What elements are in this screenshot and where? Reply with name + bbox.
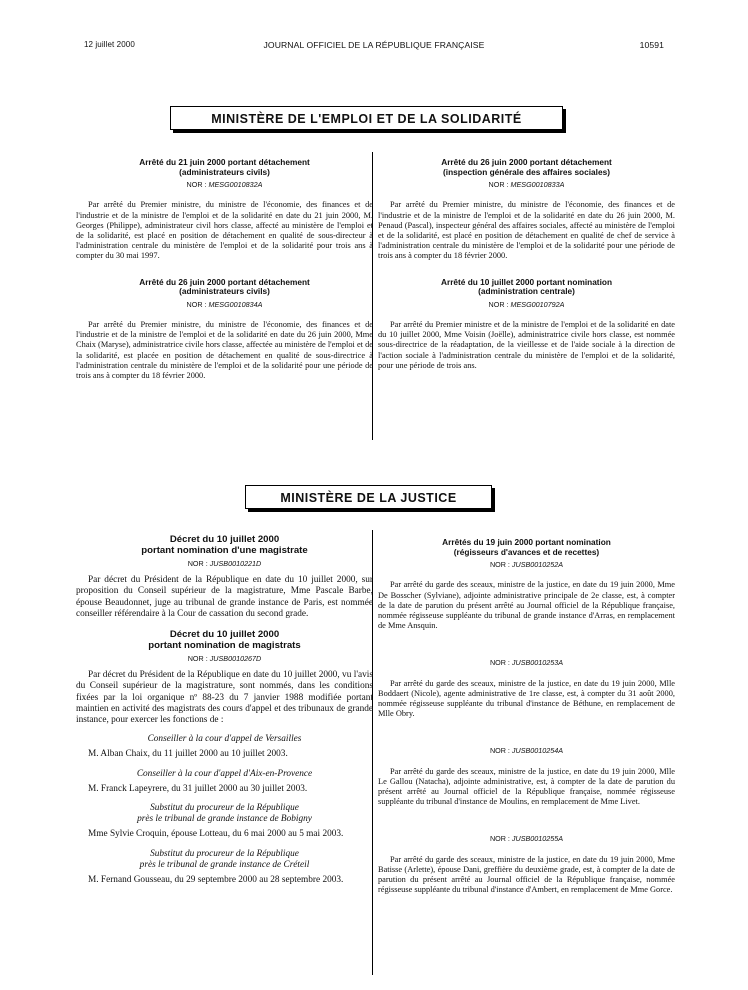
decree-subtitle: portant nomination de magistrats [148,640,301,652]
decree-text: Par décret du Président de la République en date du 10 juillet 2000, vu l'avis du Conseil supérieur de la magistrature, sont nommés, dans les conditions fixées par la loi organique nº 88-23 du 7 janvier 1988 modifiée portant maintien en activité des magistrats des cours d'appel et des tribunaux de grande instance, pour exercer les fonctions de : [76,670,373,726]
entry-text: Par arrêté du garde des sceaux, ministre de la justice, en date du 19 juin 2000, Mme De Bosscher (Sylviane), adjointe administrative principale de 2e classe, est, à compter de la date de parution du présent arrêté au Journal officiel de la République française, nommée régisseuse suppléante du tribunal de grande instance d'Arras, en remplacement de Mme Ansquin. [378,580,675,631]
appointment-entry [378,560,675,631]
function-heading: Substitut du procureur de la République [150,803,299,814]
article-title: Arrêté du 10 juillet 2000 portant nomination [440,276,613,287]
nor-reference: NOR : JUSB0010253A [489,658,564,668]
article [76,278,373,382]
entry-text: Par arrêté du garde des sceaux, ministre de la justice, en date du 19 juin 2000, Mlle Le Gallou (Natacha), adjointe administrative, est, à compter de la date de parution du présent arrêté au Journal officiel de la République française, nommée régisseuse suppléante du tribunal d'instance de Moulins, en remplacement de Mme Livet. [378,766,675,807]
ministry1-right-column [378,158,675,371]
function-heading-line2: près le tribunal de grande instance de Créteil [139,859,310,870]
appointment-text: M. Alban Chaix, du 11 juillet 2000 au 10 juillet 2003. [88,749,288,760]
entry-text: Par arrêté du garde des sceaux, ministre de la justice, en date du 19 juin 2000, Mme Batisse (Arlette), épouse Dani, greffière du deuxième grade, est, à compter de la date de parution du présent arrêté au Journal officiel de la République française, nommée régisseuse suppléante du tribunal d'instance d'Ambert, en remplacement de Mme Gorce. [378,854,675,895]
decree-title: Décret du 10 juillet 2000 [169,629,280,641]
function-heading: Conseiller à la cour d'appel d'Aix-en-Provence [136,768,313,779]
page-number: 10591 [639,40,664,50]
nor-reference: NOR : MESG0010792A [488,299,565,309]
nor-reference: NOR : JUSB0010252A [489,560,564,570]
article [378,158,675,262]
nor-reference: NOR : JUSB0010267D [187,654,262,664]
article-text: Par arrêté du Premier ministre, du ministre de l'économie, des finances et de l'industrie et de la ministre de l'emploi et de la solidarité en date du 21 juin 2000, M. Georges (Philippe), administrateur civil hors classe, affecté au ministère de l'emploi et de la solidarité, est placé en position de détachement en qualité de sous-directeur à l'administration centrale du ministère de l'emploi et de la solidarité pour trois ans à compter du 30 mai 1997. [76,200,373,261]
article-title: Arrêté du 26 juin 2000 portant détachement [139,276,310,287]
article [76,158,373,262]
nor-reference: NOR : JUSB0010254A [489,746,564,756]
article-subtitle: (administrateurs civils) [179,166,270,177]
article-text: Par arrêté du Premier ministre et de la ministre de l'emploi et de la solidarité en date du 10 juillet 2000, Mme Voisin (Joëlle), administratrice civile hors classe, est nommée sous-directrice de la réadaptation, de la vieillesse et de l'aide sociale à la direction de l'action sociale à l'administration centrale du ministère de l'emploi et de la solidarité, pour une période de trois ans. [378,320,675,370]
appointment-text: M. Franck Lapeyrere, du 31 juillet 2000 au 30 juillet 2003. [88,783,308,794]
ministry1-left-column [76,158,373,381]
article-subtitle: (administration centrale) [478,286,575,297]
function-heading-line2: près le tribunal de grande instance de Bobigny [137,814,312,825]
ministry-title-emploi: MINISTÈRE DE L'EMPLOI ET DE LA SOLIDARITÉ [170,106,563,130]
function-heading: Conseiller à la cour d'appel de Versailles [147,734,302,745]
nor-reference: NOR : JUSB0010221D [187,559,262,568]
appointment-entry [378,746,675,807]
ministry2-left-column [76,534,373,886]
ministry2-right-column [378,538,675,895]
decree [76,629,373,886]
appointment-text: Mme Sylvie Croquin, épouse Lotteau, du 6 mai 2000 au 5 mai 2003. [88,829,344,840]
article-title: Arrêté du 26 juin 2000 portant détachement [441,157,612,167]
article-title: Arrêtés du 19 juin 2000 portant nomination [442,537,611,547]
nor-reference: NOR : MESG0010832A [186,180,263,190]
appointment-entry [378,834,675,895]
nor-reference: NOR : MESG0010833A [488,180,565,190]
decree-subtitle: portant nomination d'une magistrate [141,545,308,556]
nor-reference: NOR : JUSB0010255A [489,834,564,844]
decree-title: Décret du 10 juillet 2000 [169,534,280,545]
article-subtitle: (inspection générale des affaires sociales) [443,166,610,177]
decree-text: Par décret du Président de la République en date du 10 juillet 2000, sur proposition du Conseil supérieur de la magistrature, Mme Pascale Barbe, épouse Beaudonnet, juge au tribunal de grande instance de Paris, est nommée conseiller référendaire à la Cour de cassation du second grade. [76,575,373,619]
journal-title: JOURNAL OFFICIEL DE LA RÉPUBLIQUE FRANÇAISE [263,40,485,50]
header-date: 12 juillet 2000 [84,40,135,49]
function-heading: Substitut du procureur de la République [150,848,299,859]
nor-reference: NOR : MESG0010834A [186,299,263,309]
article-text: Par arrêté du Premier ministre, du ministre de l'économie, des finances et de l'industrie et de la ministre de l'emploi et de la solidarité en date du 26 juin 2000, Mme Chaix (Maryse), administratrice civile hors classe, affectée au ministère de l'emploi et de la solidarité, est placée en position de détachement en qualité de sous-directrice à l'administration centrale du ministère de l'emploi et de la solidarité pour une période de trois ans à compter du 18 février 2000. [76,320,373,381]
appointment-entry [378,658,675,719]
decree [76,534,373,620]
article-subtitle: (régisseurs d'avances et de recettes) [453,546,600,557]
appointment-text: M. Fernand Gousseau, du 29 septembre 2000 au 28 septembre 2003. [88,875,344,886]
article-title: Arrêté du 21 juin 2000 portant détachement [139,157,310,167]
article-text: Par arrêté du Premier ministre, du ministre de l'économie, des finances et de l'industrie et de la ministre de l'emploi et de la solidarité en date du 26 juin 2000, M. Penaud (Pascal), inspecteur général des affaires sociales, affecté au ministère de l'emploi et de la solidarité, est placé en position de détachement en qualité de chef de service à l'administration centrale du ministère de l'emploi et de la solidarité pour une période de trois ans à compter du 18 février 2000. [378,200,675,261]
article [378,278,675,371]
entry-text: Par arrêté du garde des sceaux, ministre de la justice, en date du 19 juin 2000, Mlle Boddaert (Nicole), agente administrative de 1re classe, est, à compter du 31 août 2000, nommée régisseuse suppléante du tribunal d'instance de Béthune, en remplacement de Mlle Obry. [378,678,675,719]
ministry-title-justice: MINISTÈRE DE LA JUSTICE [245,485,492,509]
article-subtitle: (administrateurs civils) [179,286,270,297]
